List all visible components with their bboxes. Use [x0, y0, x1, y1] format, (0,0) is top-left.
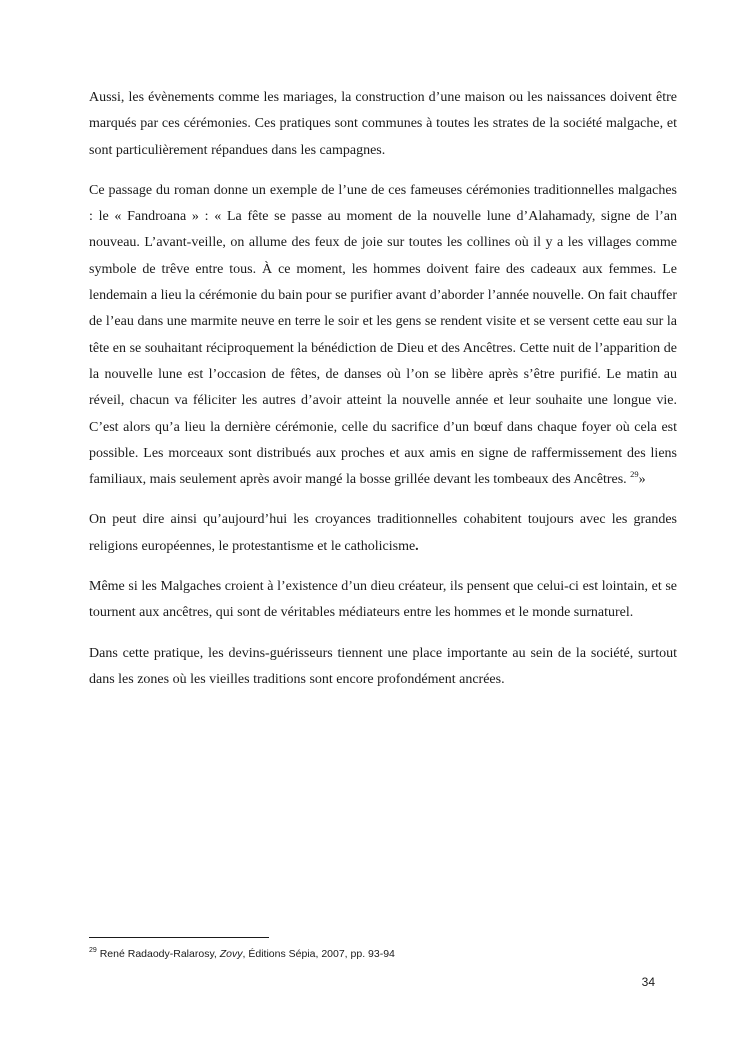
footnote-reference[interactable]: 29 [630, 468, 639, 479]
paragraph-5: Dans cette pratique, les devins-guérisseurs tiennent une place importante au sein de la société, surtout dans les zones où les vieilles traditions sont encore profondément ancrées. [89, 645, 677, 687]
paragraph-4: Même si les Malgaches croient à l’existence d’un dieu créateur, ils pensent que celui-ci est lointain, et se tournent aux ancêtres, qui sont de véritables médiateurs entre les hommes et le monde surnaturel. [89, 579, 677, 621]
body-text [89, 85, 677, 707]
paragraph-3: On peut dire ainsi qu’aujourd’hui les croyances traditionnelles cohabitent toujours avec les grandes religions européennes, le protestantisme et le catholicisme. [89, 512, 677, 554]
footnote-details: , Éditions Sépia, 2007, pp. 93-94 [242, 948, 395, 960]
footnote [89, 947, 395, 961]
footnote-separator [89, 937, 269, 938]
footnote-number: 29 [89, 946, 97, 954]
footnote-author: René Radaody-Ralarosy, [99, 948, 220, 960]
footnote-title: Zovy [219, 948, 243, 960]
paragraph-2: Ce passage du roman donne un exemple de l’une de ces fameuses cérémonies traditionnelles malgaches : le « Fandroana » : « La fête se passe au moment de la nouvelle lune d’Alahamady, signe de l’an nouveau. L’avant-veille, on allume des feux de joie sur toutes les collines où il y a les villages comme symbole de trêve entre tous. À ce moment, les hommes doivent faire des cadeaux aux femmes. Le lendemain a lieu la cérémonie du bain pour se purifier avant d’aborder l’année nouvelle. On fait chauffer de l’eau dans une marmite neuve en terre le soir et les gens se rendent visite et se versent cette eau sur la tête en se souhaitant réciproquement la bénédiction de Dieu et des Ancêtres. Cette nuit de l’apparition de la nouvelle lune est l’occasion de fêtes, de danses où l’on se libère après s’être purifié. Le matin au réveil, chacun va féliciter les autres d’avoir atteint la nouvelle année et leur souhaite une longue vie. C’est alors qu’a lieu la dernière cérémonie, celle du sacrifice d’un bœuf dans chaque foyer où cela est possible. Les morceaux sont distribués aux proches et aux amis en signe de raffermissement des liens familiaux, mais seulement après avoir mangé la bosse grillée devant les tombeaux des Ancêtres. $^{29}$» [89, 182, 677, 488]
paragraph-1: Aussi, les évènements comme les mariages, la construction d’une maison ou les naissances doivent être marqués par ces cérémonies. Ces pratiques sont communes à toutes les strates de la société malgache, et sont particulièrement répandues dans les campagnes. [89, 90, 677, 158]
page-number: 34 [641, 975, 655, 989]
